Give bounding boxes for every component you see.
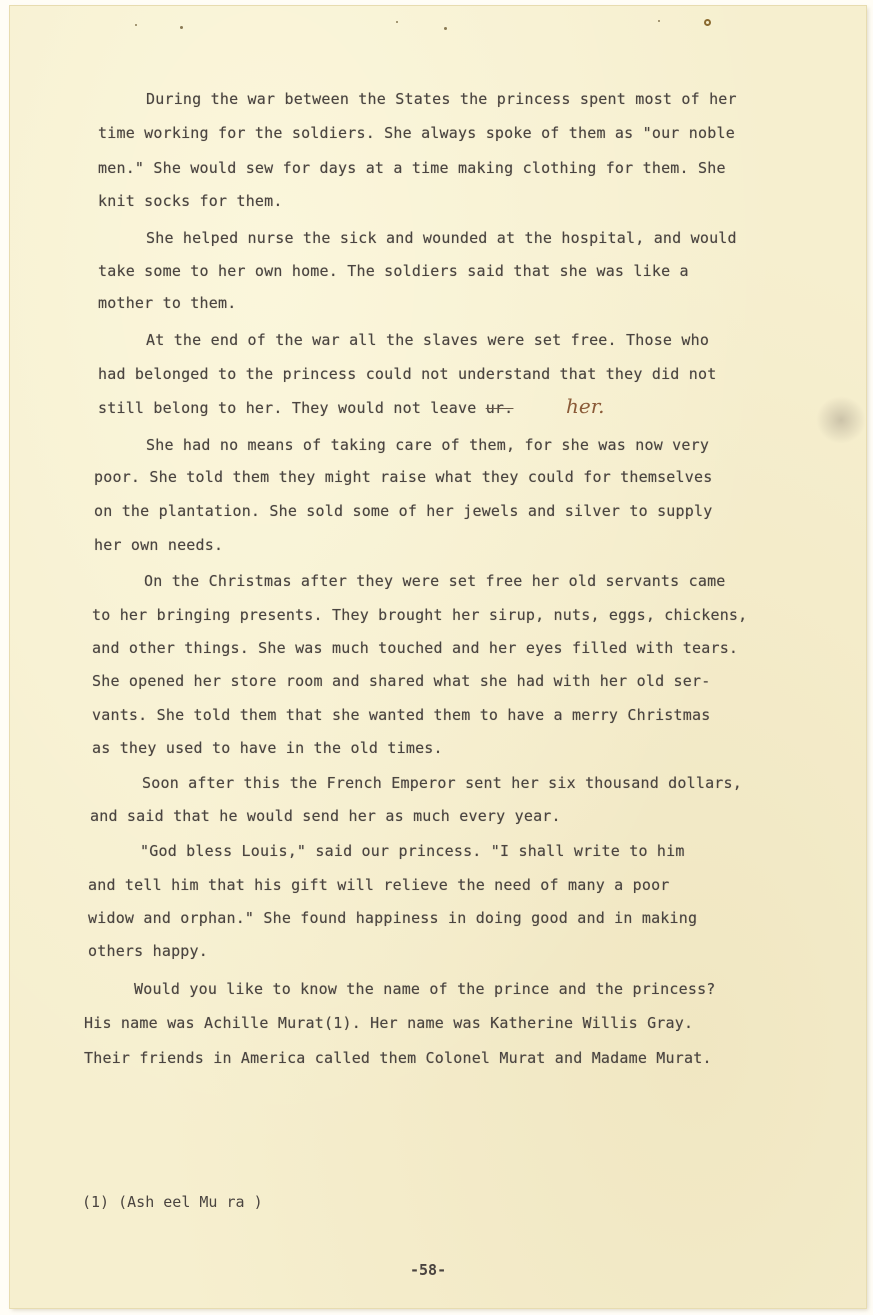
text-line: She opened her store room and shared what she had with her old ser- — [92, 672, 711, 690]
staple-hole — [704, 19, 711, 26]
paper-speck — [658, 20, 660, 22]
text-line: His name was Achille Murat(1). Her name was Katherine Willis Gray. — [84, 1014, 694, 1032]
footnote: (1) (Ash eel Mu ra ) — [82, 1193, 263, 1211]
text-line: On the Christmas after they were set free her old servants came — [144, 572, 726, 590]
text-line: She had no means of taking care of them, for she was now very — [146, 436, 710, 454]
handwritten-correction: her. — [566, 394, 605, 418]
struck-word: ur. — [485, 399, 514, 417]
text-line: vants. She told them that she wanted them to have a merry Christmas — [92, 706, 711, 724]
paper-speck — [180, 26, 183, 29]
text-line: "God bless Louis," said our princess. "I shall write to him — [140, 842, 685, 860]
text-line: others happy. — [88, 942, 208, 960]
paper-speck — [444, 27, 447, 30]
text-line: Would you like to know the name of the prince and the princess? — [134, 980, 716, 998]
text-line-with-correction — [98, 399, 513, 417]
text-line: her own needs. — [94, 536, 224, 554]
text-line: and tell him that his gift will relieve the need of many a poor — [88, 876, 670, 894]
paper-speck — [396, 21, 398, 23]
text-line: At the end of the war all the slaves were set free. Those who — [146, 331, 710, 349]
text-line: poor. She told them they might raise what they could for themselves — [94, 468, 713, 486]
text-line: Their friends in America called them Colonel Murat and Madame Murat. — [84, 1049, 712, 1067]
text-line: on the plantation. She sold some of her jewels and silver to supply — [94, 502, 713, 520]
page-number: -58- — [410, 1261, 447, 1279]
text-line: time working for the soldiers. She always spoke of them as "our noble — [98, 124, 735, 142]
text-line: and said that he would send her as much every year. — [90, 807, 561, 825]
ink-smudge — [816, 396, 866, 444]
text-line: take some to her own home. The soldiers said that she was like a — [98, 262, 689, 280]
text-line: widow and orphan." She found happiness in doing good and in making — [88, 909, 698, 927]
paper-speck — [135, 24, 137, 26]
text-line: She helped nurse the sick and wounded at the hospital, and would — [146, 229, 737, 247]
text-line: mother to them. — [98, 294, 237, 312]
text-line: had belonged to the princess could not understand that they did not — [98, 365, 717, 383]
text-line: and other things. She was much touched and her eyes filled with tears. — [92, 639, 739, 657]
text-line: Soon after this the French Emperor sent her six thousand dollars, — [142, 774, 742, 792]
text-line: to her bringing presents. They brought her sirup, nuts, eggs, chickens, — [92, 606, 748, 624]
text-line: men." She would sew for days at a time making clothing for them. She — [98, 159, 726, 177]
text-line: still belong to her. They would not leave — [98, 399, 477, 417]
text-line: knit socks for them. — [98, 192, 283, 210]
document-page — [10, 6, 866, 1308]
text-line: During the war between the States the princess spent most of her — [146, 90, 737, 108]
text-line: as they used to have in the old times. — [92, 739, 443, 757]
